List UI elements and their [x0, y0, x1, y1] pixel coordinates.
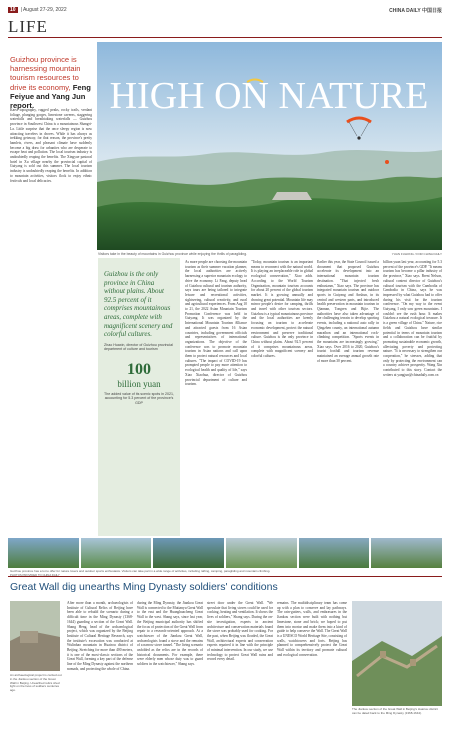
standfirst — [10, 55, 92, 110]
page-info — [8, 7, 67, 13]
strip-caption: Guizhou province has a lot to offer for nature lovers and outdoor sports enthusiasts. Visitors can take part in a wide range of activities, including rafting, camping, paragliding and mountain climbing. — [10, 569, 271, 573]
photo-strip — [8, 538, 442, 568]
excavation-photo — [10, 601, 60, 671]
photo-credit: YUAN FUHONG / FOR CHINA DAILY — [391, 252, 442, 256]
strip-photo — [226, 538, 297, 568]
strip-photo — [81, 538, 152, 568]
article-column-4: Earlier this year, the State Council issued a document that proposed Guizhou accelerate its development into an international mountain tourism destination. "That injected fresh enthusiasm," Xiao says. The province has integrated mountain tourism and outdoor sports in Guiyang and Anshun, in its central and western parts, and introduced health preservation in mountain tourism in Qiannan, Tongren and Bijie. The authorities have also taken advantage of the challenging terrain to develop sporting events, including a national auto rally in Qingzhen county, an international autumn marathon and an international rock-climbing competition. "Sports events in the mountains are increasingly growing," Xiao says. Over 2016 to 2020, Guizhou's tourist footfall and tourism revenue maintained an average annual growth rate of more than 30 percent. — [317, 260, 379, 363]
wall-column-3: street door under the Great Wall. "We speculate that living stoves could be used for cooking, heating and ventilation. It shows the lives of soldiers," Shang says. During the on-site investigation, experts in ancient architecture and conservation materials found the stove was probably used for cooking. For the past, when Beijing was flooded, the Great Wall, architectural experts and conservation experts repaired it in line with the principle of minimal intervention. In our study, we use technology to protect Great Wall ruins and record every detail. — [207, 601, 273, 662]
wall-column-2: during the Ming Dynasty, the Jiankou Great Wall is connected to the Mutianyu Great Wall to the east and the Huanghuacheng Great Wall to the west. Shang says, since last year, the Beijing municipal authority has shifted the focus of protection of the Great Wall from repair to a research-oriented approach. At a watchtower of the Jiankou Great Wall, archaeologists found a stove and the remains of a narrow stove tunnel. "The living scenario unfolded as the relics are in the records of historical documents. For example, there were elderly men whose duty was to guard soldiers in the watchtower," Shang says. — [137, 601, 203, 667]
quote-attribution: Zhao Huaxin, director of Guizhou provincial department of culture and tourism — [104, 342, 173, 351]
story-rule — [8, 576, 442, 577]
photo-caption: Visitors take in the beauty of mountains in Guizhou province while enjoying the thrills of paragliding. — [98, 252, 248, 256]
section-rule — [8, 37, 442, 38]
photo-title: HIGH ON NATURE — [109, 75, 429, 117]
section-title: LIFE — [8, 17, 48, 36]
strip-photo — [8, 538, 79, 568]
masthead: CHINA DAILY 中国日报 — [389, 8, 442, 14]
page-header — [8, 6, 442, 15]
stat-note: The added value of its scenic spots in 2021, accounting for 5.3 percent of the province's GDP — [104, 391, 174, 405]
article-column-2: As more people are choosing the mountain tourism as their summer vacation planner, the local authorities are actively harnessing a superior mountain ecology to drive the economy. Li Fang, deputy head of Guizhou cultural and tourism authority, says tours are being tailored to integrate leisure and recreational activities, sightseeing, cultural creativity, and rural and agricultural experiences. From Aug 10 to 21, the 2022 Asian Mountain Tourism Promotion Conference was held in Guiyang. It was organized by the International Mountain Tourism Alliance and attracted guests from 16 Asian countries, including government officials and representatives of international organizations. The objective of the conference was to promote mountain tourism in Asian nations and call upon them to protect natural resources and local cultures. "The impact of COVID-19 has prompted people to pay more attention to ecological health and quality of life," says Xiao Xiaohua, director of Guizhou provincial department of culture and tourism. — [185, 260, 247, 387]
page-number: 10 — [10, 7, 16, 13]
mountain-landscape-image — [97, 42, 442, 250]
wall-left-caption: An archaeological project is carried out in the Jiankou section of the Great Wall in Beijing. Unearthed relics shed light on the lives of soldiers centuries ago. — [10, 673, 62, 693]
standfirst-text: Guizhou province is harnessing mountain tourism resources to drive its economy, — [10, 55, 81, 92]
article-column-5: billion yuan last year, accounting for 5.3 percent of the province's GDP. "It means tourism has become a pillar industry of the province," Xiao says. Brent Nelson, cultural content director of Guizhou's cultural tourism with the Cambodia of Cambodia in China, says he was impressed by what Guizhou had to offer during his visit for the tourism conference. "On my way to the event Guiyang, I only saw green mountains. I couldn't see the rush hour. It makes Guizhou a natural ecological treasure. It is a green village of China." Nature, rice fields and Guizhou have similar potential in terms of mountain tourism and a collaboration can be fruitful by promoting sustainable economic growth, alleviating poverty and protecting nature. "It is necessary to strengthen our cooperation," he stresses, adding that only by protecting the environment can a country achieve prosperity. Wang Xin contributed to this story. Contact the writers at yangjun@chinadaily.com.cn — [383, 260, 442, 377]
stat-unit: billion yuan — [117, 378, 161, 389]
wall-column-4: remains. The multidisciplinary team has come up with a plan to conserve and lay pathways. The rain-gutters, walls, and embrasures in the Jiankou section were built with nothing but limestone, stone and brick; we hoped to put them into mortar and make them into a kind of guide to help conserve the Wall. The Great Wall is a UNESCO World Heritage Site, consisting of walls, watchtowers and forts. Beijing has planned to comprehensively protect the Great Wall within its territory and promote cultural and ecological conservation. — [277, 601, 347, 657]
strip-photo — [299, 538, 370, 568]
wall-right-caption: The Jiankou section of the Great Wall in Beijing's Huairou district can be dated back to the Ming Dynasty (1368-1644). — [352, 707, 438, 715]
great-wall-photo — [352, 601, 442, 706]
hero-photo — [97, 42, 442, 250]
article-column-1: Karst topography, rugged peaks, rocky trails, verdant foliage, plunging gorges, limestone caverns, staggering waterfalls and breathtaking waterfalls — Guizhou province in Southwest China is a mountainous Shangri-La. Little surprise that the once sleepy region is now attracting travelers in droves. While it has always as trekking getaway, for that reason, the province's pretty hamlets, rivers, and pleasant climate have suddenly become a big draw for urbanites who are desperate to escape heat and pollution. The local tourism industry is undoubtedly reaping the benefits. The Xingyue pastoral hotel in Xu village nearby the provincial capital of Guiyang is sold out this summer. The local tourism industry is undoubtedly reaping the benefits. In addition to mountain activities, visitors flock to enjoy ethnic festivals and local delicacies. — [10, 108, 92, 183]
pull-quote-box — [98, 258, 180, 536]
strip-photo — [153, 538, 224, 568]
great-wall-headline: Great Wall dig unearths Ming Dynasty soldiers' conditions — [10, 581, 278, 593]
strip-credit: PHOTOS PROVIDED TO CHINA DAILY — [10, 573, 60, 577]
strip-photo — [371, 538, 442, 568]
byline: Feng Feiyue and Yang Jun report. — [10, 82, 91, 111]
wall-column-1: After more than a month, archaeologists of Institute of Cultural Relics of Beijing have been able to rebuild the scenario during a difficult time in the Ming Dynasty (1368-1644) guarding a section of the Great Wall. Shang Heng, head of the archaeological project, which was organized by the Beijing Institute of Cultural Heritage Research, says the institute's excavation was conducted at Wulinbao mountain in Huairou district of Beijing. Stretching for more than 400 meters, it is one of the most-classic sections of the Great Wall, forming a key part of the defense line of the Ming Dynasty against the northern nomads, and protecting the whole of China. — [67, 601, 133, 671]
article-column-3: "Today, mountain tourism is an important means to reconnect with the natural world. It is playing an irreplaceable role in global ecological conservation," Xiao adds. According to the World Tourism Organization, mountain tourism accounts for about 20 percent of the global tourism market. It is growing annually and drawing great potential. Mountain life may mirror people's desire for camping, thrills and travel with other tourism sectors. Guizhou is a typical mountainous province and the local authorities are keenly focusing on tourism to accelerate economic development, protect the natural environment and preserve traditional culture. Guizhou is the only province in China without plains. About 92.5 percent of it comprises mountainous areas, complete with magnificent scenery and colorful cultures. — [251, 260, 313, 359]
stat-number: 100 — [127, 360, 151, 378]
pull-quote: Guizhou is the only province in China without plains. About 92.5 percent of it comprises mountainous areas, complete with magnificent scenery and colorful cultures. — [104, 270, 173, 339]
issue-date: | August 27-29, 2022 — [20, 7, 67, 13]
